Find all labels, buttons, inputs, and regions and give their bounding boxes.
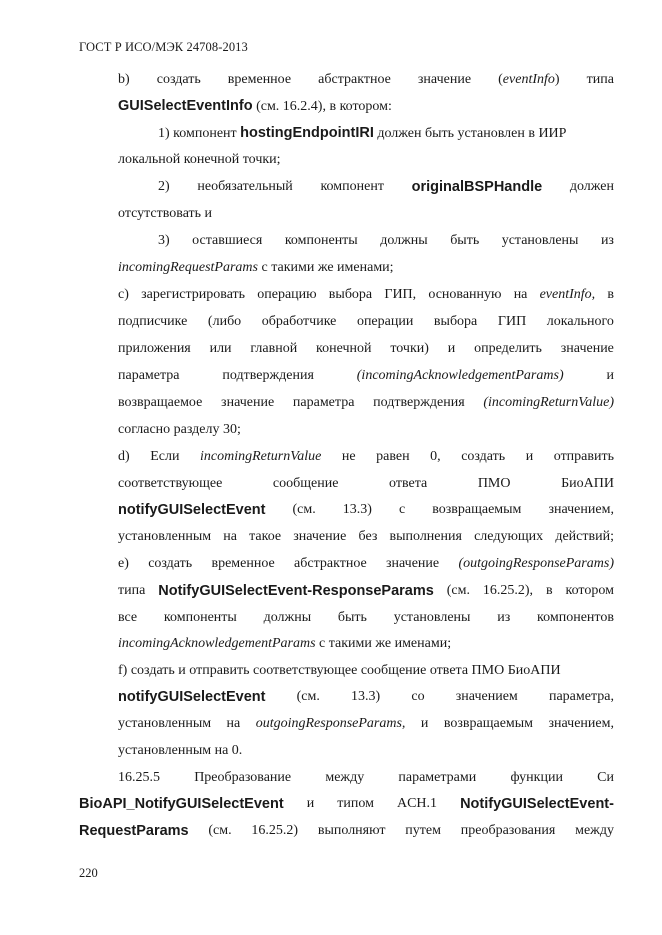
word: возвращаемым — [443, 716, 534, 731]
word: outgoingResponseParams, — [255, 716, 406, 731]
text: установленным на 0. — [118, 743, 243, 758]
word: возвращаемое — [118, 395, 203, 410]
word: на — [513, 287, 528, 302]
word: d) — [118, 449, 130, 464]
word: зарегистрировать — [141, 287, 246, 302]
text-line — [118, 205, 212, 223]
text-line — [118, 394, 614, 412]
word: на — [226, 716, 241, 731]
word: (incomingReturnValue) — [483, 395, 614, 410]
word: Если — [150, 449, 180, 464]
text-line — [118, 475, 614, 493]
word: установленным — [118, 529, 212, 544]
word: операции — [356, 314, 414, 329]
text: (см. 16.2.4), в котором: — [252, 99, 392, 114]
word: следующих — [474, 529, 544, 544]
word: БиоАПИ — [561, 476, 614, 491]
word: (см. — [292, 502, 316, 517]
word: 13.3) — [351, 689, 381, 704]
word: функции — [510, 770, 563, 785]
word: ГИП — [497, 314, 527, 329]
word: значением — [455, 689, 518, 704]
word: обработчике — [261, 314, 337, 329]
word: локального — [546, 314, 614, 329]
word: значение — [560, 341, 614, 356]
text: с такими же именами; — [315, 636, 452, 651]
word: приложения — [118, 341, 191, 356]
word: eventInfo, — [539, 287, 596, 302]
word: 2) — [158, 179, 170, 194]
word: без — [358, 529, 378, 544]
word: значением, — [548, 716, 614, 731]
word: быть — [337, 610, 367, 625]
text: согласно разделу 30; — [118, 422, 241, 437]
text: 1) компонент — [158, 126, 241, 141]
text-line — [118, 151, 281, 169]
word: incomingReturnValue — [200, 449, 322, 464]
word: в — [607, 287, 614, 302]
word: между — [575, 823, 614, 838]
word: все — [118, 610, 138, 625]
text-line — [79, 795, 614, 813]
word: выбора — [328, 287, 373, 302]
word: e) — [118, 556, 129, 571]
text-line — [118, 340, 614, 358]
text-line — [118, 259, 394, 277]
word: абстрактное — [318, 72, 391, 87]
word: и — [606, 368, 614, 383]
word: не — [341, 449, 356, 464]
word: параметрами — [398, 770, 477, 785]
text-line — [79, 822, 614, 840]
word: необязательный — [197, 179, 293, 194]
text-line — [118, 715, 614, 733]
term: NotifyGUISelectEvent-ResponseParams — [158, 583, 434, 599]
word: основанную — [428, 287, 502, 302]
text-line — [158, 124, 566, 143]
word: (см. — [208, 823, 232, 838]
word: сообщение — [272, 476, 339, 491]
page-header: ГОСТ Р ИСО/МЭК 24708-2013 — [79, 40, 248, 54]
word: выбора — [433, 314, 478, 329]
text-line — [118, 555, 614, 573]
text: f) создать и отправить соответствующее сообщение ответа ПМО БиоАПИ — [118, 663, 561, 678]
word: ответа — [389, 476, 428, 491]
word: соответствующее — [118, 476, 223, 491]
word: подтверждения — [222, 368, 314, 383]
term: NotifyGUISelectEvent- — [460, 796, 614, 812]
word: точки) — [390, 341, 429, 356]
term: GUISelectEventInfo — [118, 98, 253, 114]
text-line — [118, 448, 614, 466]
term: hostingEndpointIRI — [240, 125, 374, 141]
word: оставшиеся — [192, 233, 263, 248]
section-number: 16.25.5 — [118, 770, 160, 785]
term: notifyGUISelectEvent — [118, 689, 266, 705]
text: отсутствовать и — [118, 206, 213, 221]
word: конечной — [316, 341, 372, 356]
text-line — [118, 97, 392, 116]
word: значение — [417, 72, 472, 87]
word: компонентов — [537, 610, 614, 625]
word: ( — [498, 72, 503, 87]
word: равен — [376, 449, 410, 464]
word: определить — [474, 341, 542, 356]
word: или — [209, 341, 232, 356]
word: 16.25.2), — [482, 583, 534, 598]
text-line — [118, 769, 614, 787]
word: подписчике — [118, 314, 188, 329]
word: отправить — [553, 449, 614, 464]
text-line — [158, 232, 614, 250]
word: ГИП, — [384, 287, 417, 302]
word: на — [223, 529, 237, 544]
word: операцию — [257, 287, 317, 302]
word: (см. — [446, 583, 470, 598]
word: 13.3) — [342, 502, 372, 517]
word: установленным — [118, 716, 212, 731]
term: notifyGUISelectEvent — [118, 502, 266, 518]
word: в — [545, 583, 553, 598]
word: b) — [118, 72, 130, 87]
word: значение — [293, 529, 347, 544]
word: создать — [148, 556, 193, 571]
word: должны — [380, 233, 428, 248]
text-line — [118, 688, 614, 706]
text-line — [118, 582, 614, 600]
word: значение — [386, 556, 440, 571]
word: параметра — [118, 368, 180, 383]
text-line — [118, 742, 242, 760]
word: создать — [461, 449, 506, 464]
word: создать — [156, 72, 201, 87]
word: Си — [597, 770, 614, 785]
text-line — [118, 421, 241, 439]
term: incomingRequestParams — [118, 260, 258, 275]
word: со — [411, 689, 425, 704]
word: временное — [211, 556, 275, 571]
word: из — [497, 610, 511, 625]
word: с — [398, 502, 406, 517]
word: типом — [337, 796, 374, 811]
term: RequestParams — [79, 823, 189, 839]
word: выполнения — [389, 529, 462, 544]
word: 0, — [430, 449, 441, 464]
word: такое — [249, 529, 282, 544]
word: 16.25.2) — [251, 823, 299, 838]
word: (см. — [296, 689, 320, 704]
word: должны — [263, 610, 312, 625]
word: и — [306, 796, 315, 811]
text: должен быть установлен в ИИР — [373, 126, 567, 141]
text-line — [118, 367, 614, 385]
text-line — [118, 662, 561, 680]
word: и — [447, 341, 456, 356]
word: абстрактное — [294, 556, 367, 571]
word: параметра, — [548, 689, 614, 704]
word: выполняют — [317, 823, 386, 838]
word: временное — [227, 72, 292, 87]
word: ПМО — [477, 476, 511, 491]
word: ACH.1 — [396, 796, 438, 811]
word: (outgoingResponseParams) — [458, 556, 614, 571]
text-line — [118, 609, 614, 627]
word: быть — [450, 233, 480, 248]
word: компонент — [320, 179, 384, 194]
word: установлены — [393, 610, 471, 625]
term: incomingAcknowledgementParams — [118, 636, 316, 651]
text-line — [118, 635, 451, 653]
term: originalBSPHandle — [411, 179, 543, 195]
word: c) — [118, 287, 129, 302]
word: компоненты — [284, 233, 358, 248]
word: компоненты — [163, 610, 237, 625]
word: параметра — [292, 395, 355, 410]
word: (incomingAcknowledgementParams) — [356, 368, 564, 383]
word: eventInfo — [502, 72, 555, 87]
page-number: 220 — [79, 866, 98, 880]
word: (либо — [207, 314, 242, 329]
text-line — [118, 71, 614, 89]
text-line — [118, 501, 614, 519]
text-line — [118, 528, 614, 546]
word: значение — [221, 395, 275, 410]
word: значением, — [548, 502, 614, 517]
word: подтверждения — [373, 395, 465, 410]
word: возвращаемым — [432, 502, 522, 517]
word: Преобразование — [194, 770, 292, 785]
word: главной — [250, 341, 298, 356]
text-line — [118, 313, 614, 331]
word: должен — [569, 179, 614, 194]
term: BioAPI_NotifyGUISelectEvent — [79, 796, 284, 812]
word: путем — [405, 823, 441, 838]
word: типа — [586, 72, 614, 87]
word: действий; — [555, 529, 614, 544]
word-group — [498, 71, 559, 89]
word: и — [525, 449, 534, 464]
word: из — [600, 233, 614, 248]
text: с такими же именами; — [257, 260, 394, 275]
word: котором — [565, 583, 614, 598]
word: типа — [118, 583, 146, 598]
word: преобразования — [460, 823, 556, 838]
text: локальной конечной точки; — [118, 152, 281, 167]
text-line — [158, 178, 614, 196]
text-line — [118, 286, 614, 304]
word: 3) — [158, 233, 170, 248]
word: и — [420, 716, 429, 731]
word: установлены — [501, 233, 579, 248]
word: между — [325, 770, 365, 785]
word: ) — [554, 72, 560, 87]
